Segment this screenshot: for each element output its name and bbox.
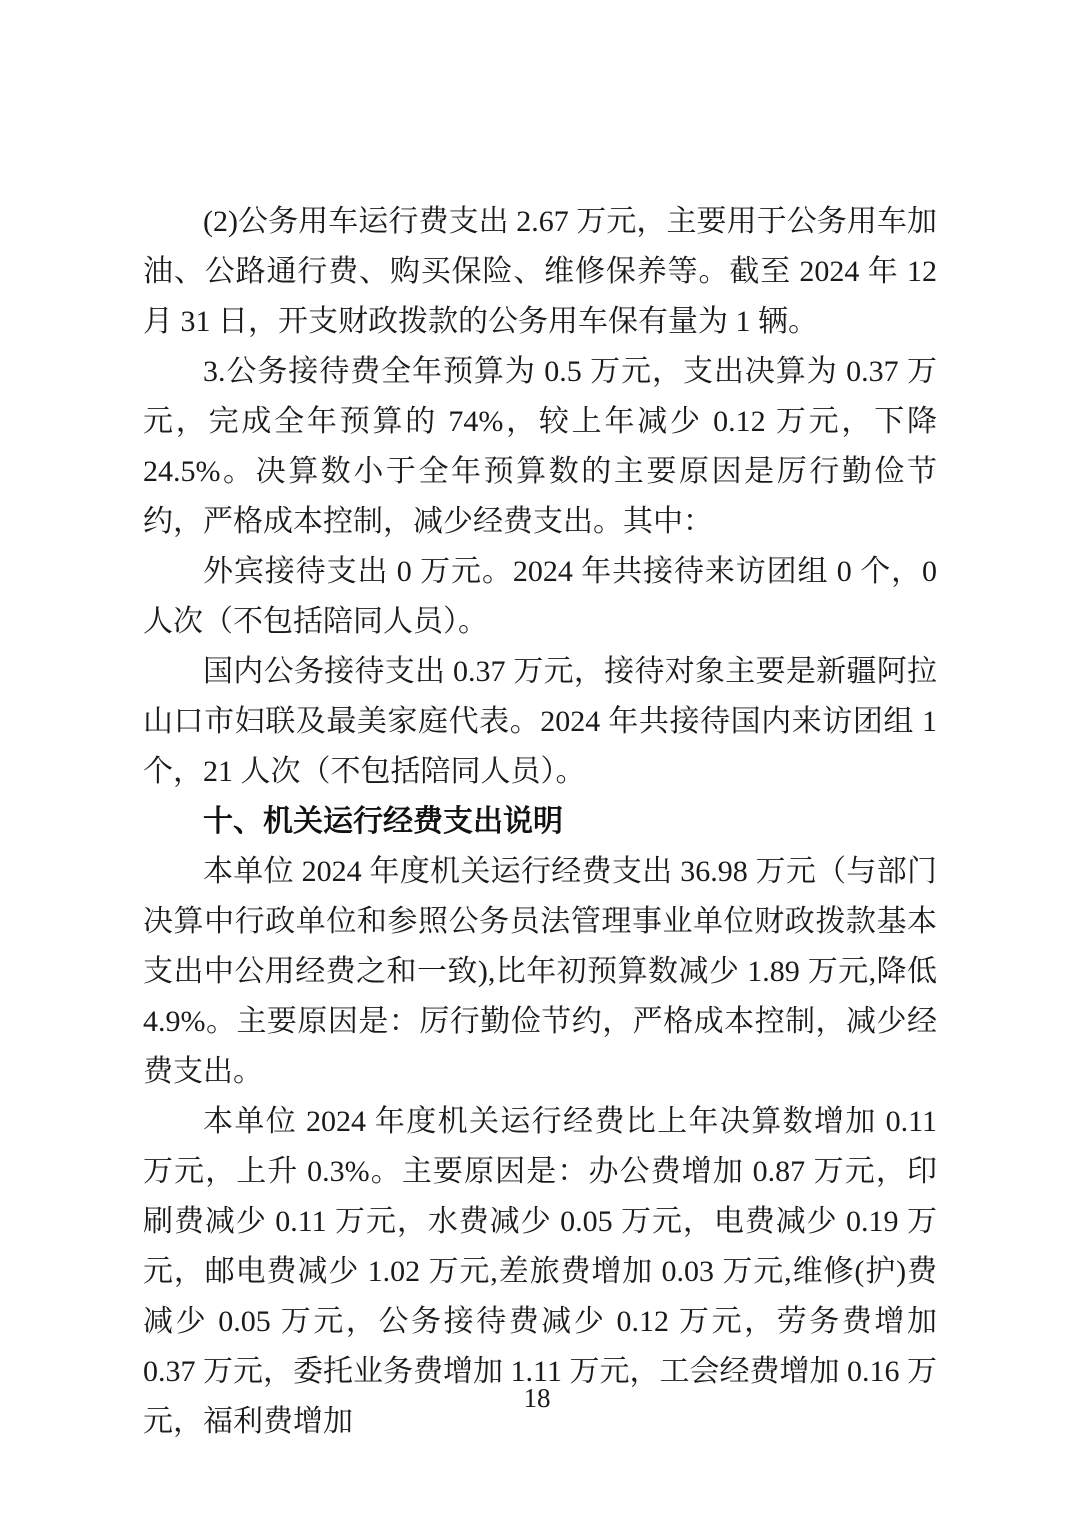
paragraph-official-reception-budget: 3.公务接待费全年预算为 0.5 万元，支出决算为 0.37 万元，完成全年预算的 74%，较上年减少 0.12 万元，下降 24.5%。决算数小于全年预算数的主要原因是厉行勤俭节约，严格成本控制，减少经费支出。其中： — [143, 355, 937, 538]
page-number: 18 — [523, 1383, 551, 1413]
document-body — [143, 197, 937, 1447]
section-heading-operating-expenses: 十、机关运行经费支出说明 — [203, 805, 563, 838]
paragraph-vehicle-operating-cost: (2)公务用车运行费支出 2.67 万元，主要用于公务用车加油、公路通行费、购买保险、维修保养等。截至 2024 年 12 月 31 日，开支财政拨款的公务用车保有量为 1 辆。 — [143, 205, 937, 338]
paragraph-operating-expense-change: 本单位 2024 年度机关运行经费比上年决算数增加 0.11 万元，上升 0.3%。主要原因是：办公费增加 0.87 万元，印刷费减少 0.11 万元，水费减少 0.05 万元，电费减少 0.19 万元，邮电费减少 1.02 万元,差旅费增加 0.03 万元,维修(护)费减少 0.05 万元，公务接待费减少 0.12 万元，劳务费增加 0.37 万元，委托业务费增加 1.11 万元，工会经费增加 0.16 万元，福利费增加 — [143, 1105, 937, 1438]
paragraph-domestic-reception: 国内公务接待支出 0.37 万元，接待对象主要是新疆阿拉山口市妇联及最美家庭代表。2024 年共接待国内来访团组 1 个，21 人次（不包括陪同人员）。 — [143, 655, 937, 788]
paragraph-foreign-guest-reception: 外宾接待支出 0 万元。2024 年共接待来访团组 0 个，0 人次（不包括陪同人员）。 — [143, 555, 937, 638]
paragraph-operating-expense-total: 本单位 2024 年度机关运行经费支出 36.98 万元（与部门决算中行政单位和参照公务员法管理事业单位财政拨款基本支出中公用经费之和一致),比年初预算数减少 1.89 万元,降低 4.9%。主要原因是：厉行勤俭节约，严格成本控制，减少经费支出。 — [143, 855, 937, 1088]
